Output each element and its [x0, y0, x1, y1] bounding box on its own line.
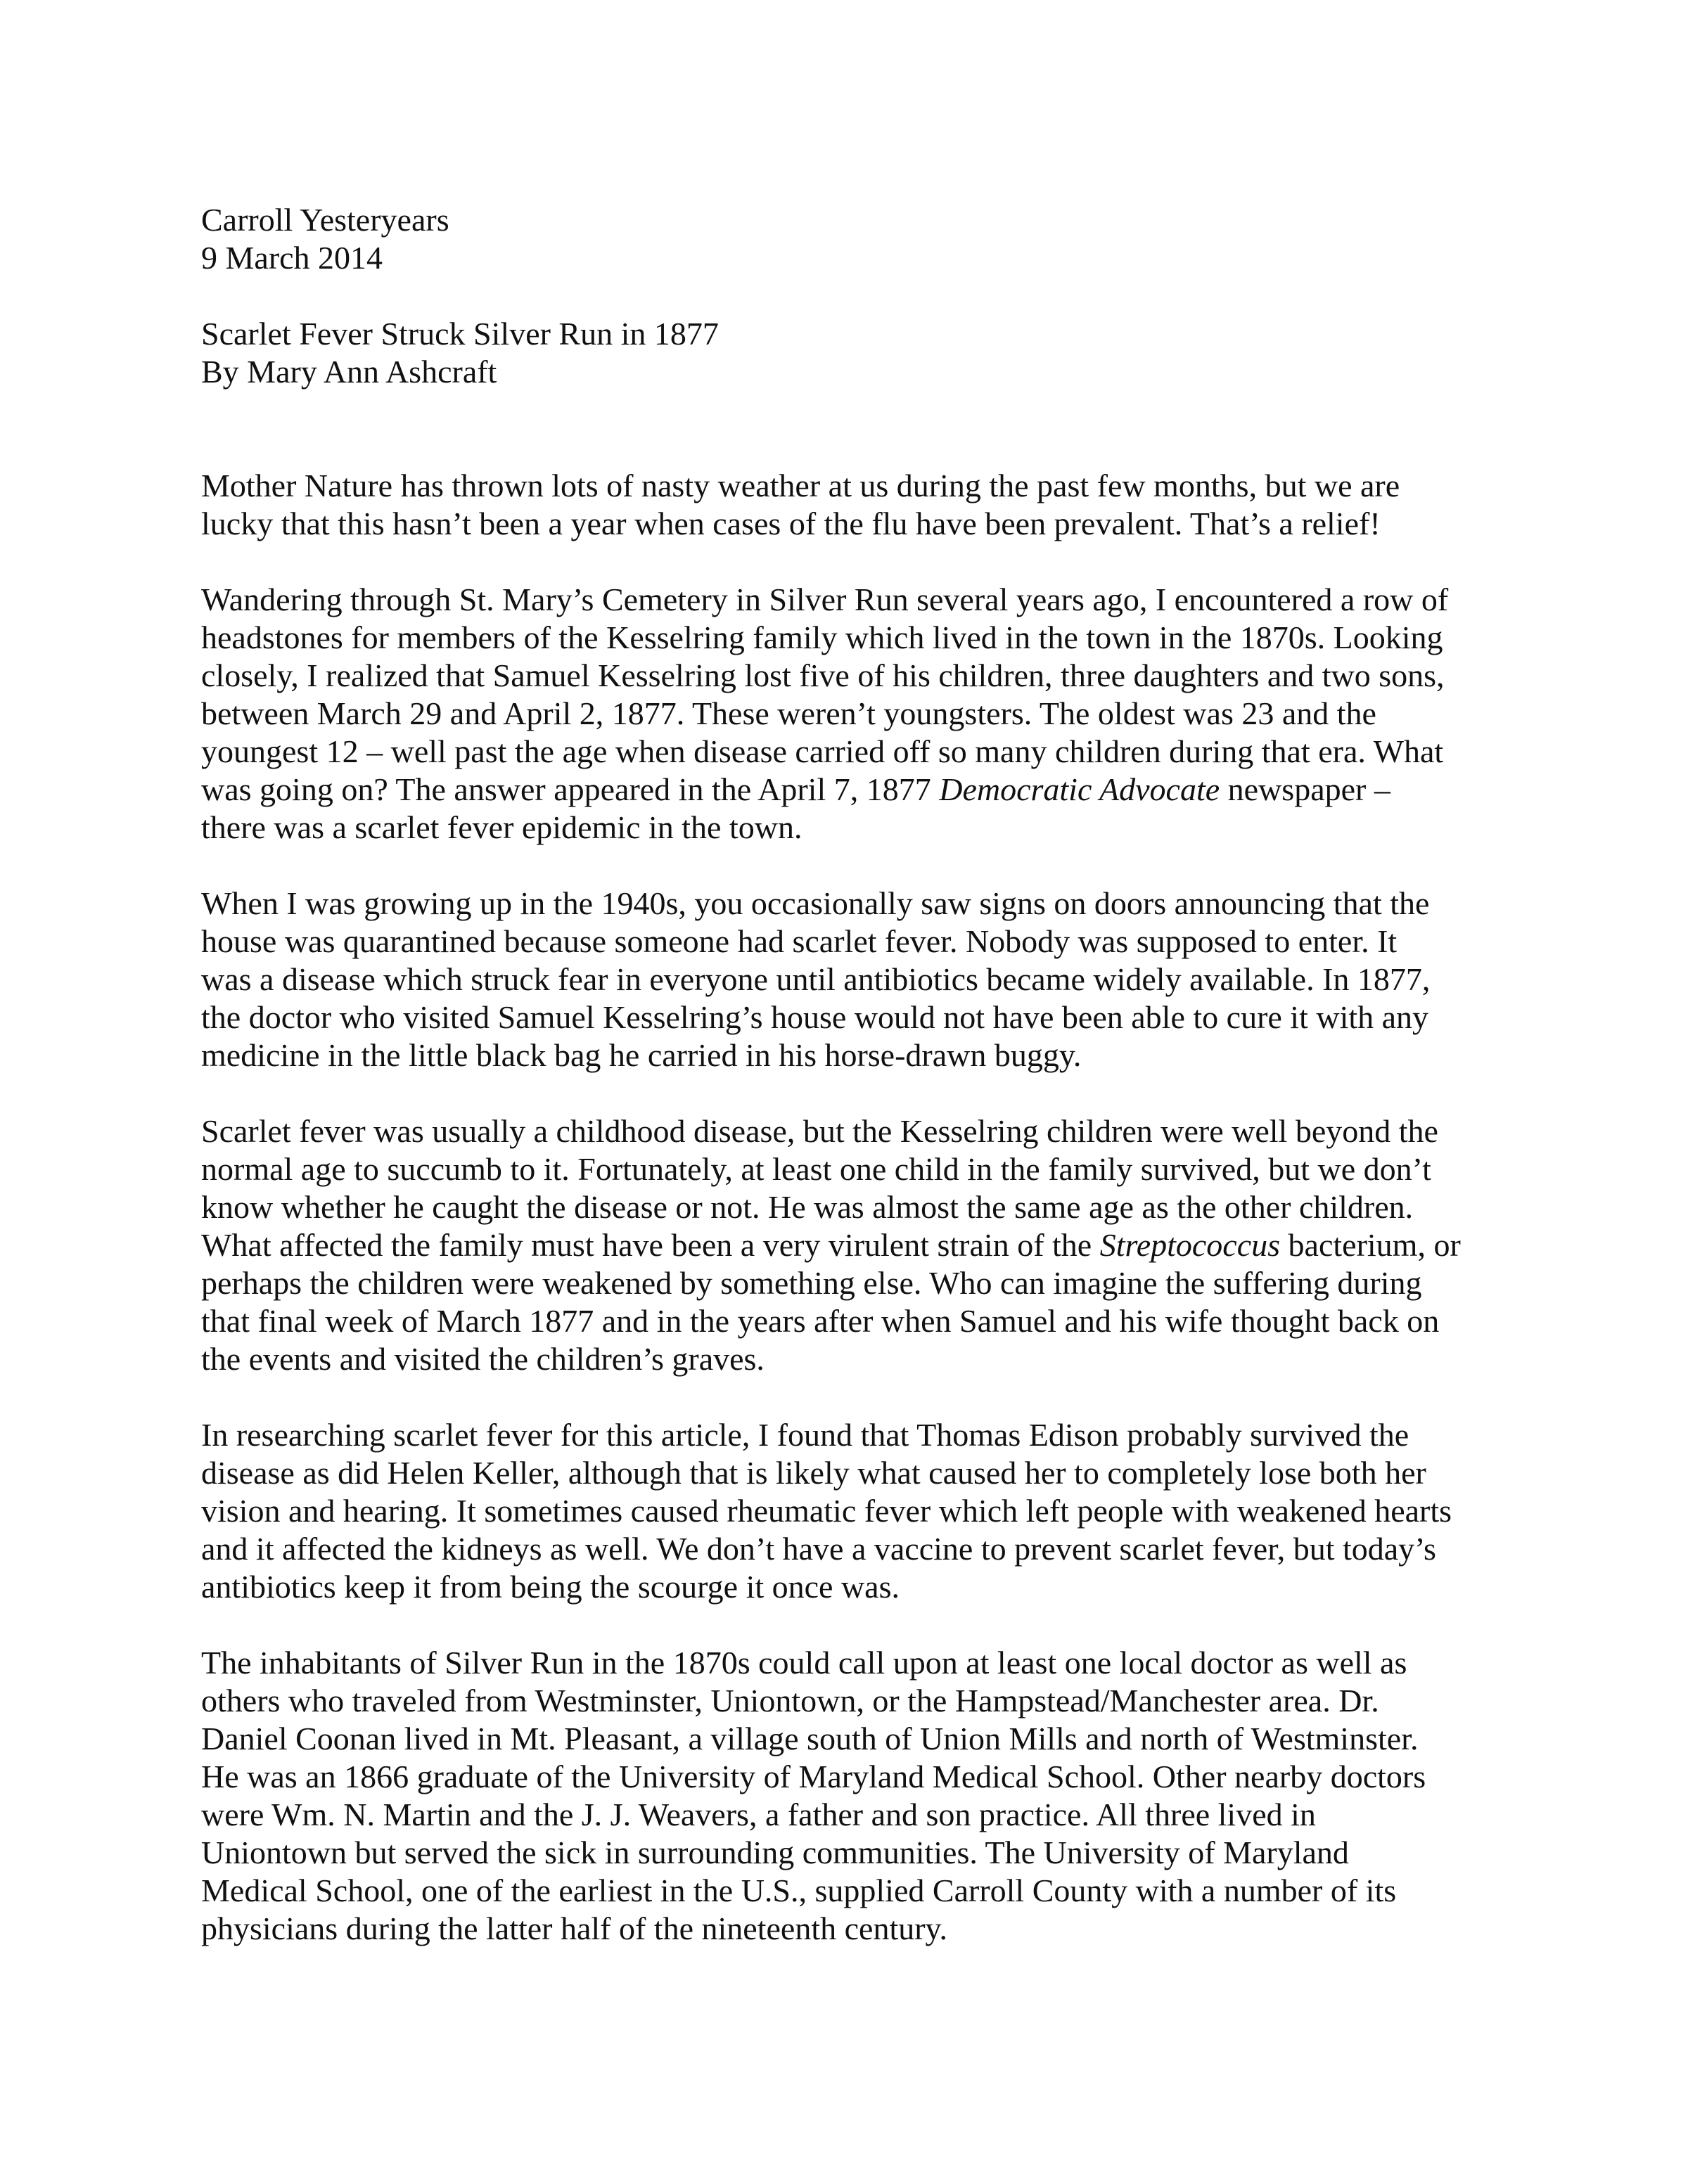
text-line: headstones for members of the Kesselring family which lived in the town in the 1870s. Looking	[201, 619, 1443, 655]
text-line: disease as did Helen Keller, although that is likely what caused her to completely lose both her	[201, 1455, 1426, 1491]
text-line: there was a scarlet fever epidemic in the town.	[201, 809, 803, 845]
text-segment: What affected the family must have been a very virulent strain of the	[201, 1227, 1100, 1263]
text-line: closely, I realized that Samuel Kesselring lost five of his children, three daughters and two sons,	[201, 657, 1445, 693]
text-line: physicians during the latter half of the nineteenth century.	[201, 1910, 948, 1946]
text-line: others who traveled from Westminster, Uniontown, or the Hampstead/Manchester area. Dr.	[201, 1683, 1379, 1719]
text-line: antibiotics keep it from being the scourge it once was.	[201, 1569, 900, 1605]
text-segment: newspaper –	[1220, 771, 1390, 807]
text-line: Medical School, one of the earliest in the U.S., supplied Carroll County with a number of its	[201, 1873, 1397, 1908]
article-body	[201, 467, 1461, 1948]
column-name: Carroll Yesteryears	[201, 202, 449, 238]
italic-title: Streptococcus	[1099, 1227, 1281, 1263]
text-line: When I was growing up in the 1940s, you occasionally saw signs on doors announcing that the	[201, 885, 1430, 921]
text-line: youngest 12 – well past the age when disease carried off so many children during that era. What	[201, 733, 1444, 769]
paragraph	[201, 1112, 1461, 1378]
text-line	[201, 771, 1461, 809]
text-line: vision and hearing. It sometimes caused rheumatic fever which left people with weakened hearts	[201, 1493, 1452, 1529]
paragraph	[201, 885, 1461, 1074]
text-line: and it affected the kidneys as well. We don’t have a vaccine to prevent scarlet fever, but today’s	[201, 1531, 1436, 1567]
document-page	[201, 201, 1461, 1948]
paragraph	[201, 1644, 1461, 1948]
italic-title: Democratic Advocate	[939, 771, 1220, 807]
paragraph	[201, 1416, 1461, 1606]
article-title: Scarlet Fever Struck Silver Run in 1877	[201, 316, 719, 352]
text-line: between March 29 and April 2, 1877. These weren’t youngsters. The oldest was 23 and the	[201, 695, 1376, 731]
text-line: Uniontown but served the sick in surrounding communities. The University of Maryland	[201, 1835, 1349, 1870]
text-line: In researching scarlet fever for this article, I found that Thomas Edison probably survived the	[201, 1417, 1409, 1453]
text-line: medicine in the little black bag he carried in his horse-drawn buggy.	[201, 1037, 1082, 1073]
text-segment: was going on? The answer appeared in the April 7, 1877	[201, 771, 940, 807]
text-segment: bacterium, or	[1280, 1227, 1461, 1263]
text-line: normal age to succumb to it. Fortunately, at least one child in the family survived, but we don’t	[201, 1151, 1431, 1187]
text-line: house was quarantined because someone had scarlet fever. Nobody was supposed to enter. It	[201, 923, 1398, 959]
text-line: Wandering through St. Mary’s Cemetery in Silver Run several years ago, I encountered a row of	[201, 582, 1449, 617]
paragraph	[201, 467, 1461, 543]
text-line: He was an 1866 graduate of the University of Maryland Medical School. Other nearby doctors	[201, 1759, 1426, 1794]
text-line: The inhabitants of Silver Run in the 1870s could call upon at least one local doctor as well as	[201, 1645, 1407, 1681]
byline: By Mary Ann Ashcraft	[201, 354, 497, 390]
text-line: the doctor who visited Samuel Kesselring’s house would not have been able to cure it with any	[201, 999, 1429, 1035]
text-line: were Wm. N. Martin and the J. J. Weavers, a father and son practice. All three lived in	[201, 1797, 1316, 1832]
text-line: the events and visited the children’s graves.	[201, 1341, 765, 1377]
text-line: Mother Nature has thrown lots of nasty weather at us during the past few months, but we are	[201, 468, 1400, 503]
text-line: know whether he caught the disease or not. He was almost the same age as the other children.	[201, 1189, 1414, 1225]
text-line: perhaps the children were weakened by something else. Who can imagine the suffering during	[201, 1265, 1422, 1301]
text-line: Daniel Coonan lived in Mt. Pleasant, a village south of Union Mills and north of Westminster.	[201, 1721, 1419, 1756]
text-line: lucky that this hasn’t been a year when cases of the flu have been prevalent. That’s a relief!	[201, 506, 1381, 541]
text-line: that final week of March 1877 and in the years after when Samuel and his wife thought back on	[201, 1303, 1440, 1339]
article-date: 9 March 2014	[201, 240, 383, 276]
text-line: was a disease which struck fear in everyone until antibiotics became widely available. In 1877,	[201, 961, 1431, 997]
text-line	[201, 1226, 1461, 1264]
text-line: Scarlet fever was usually a childhood disease, but the Kesselring children were well beyond the	[201, 1113, 1438, 1149]
paragraph	[201, 581, 1461, 847]
